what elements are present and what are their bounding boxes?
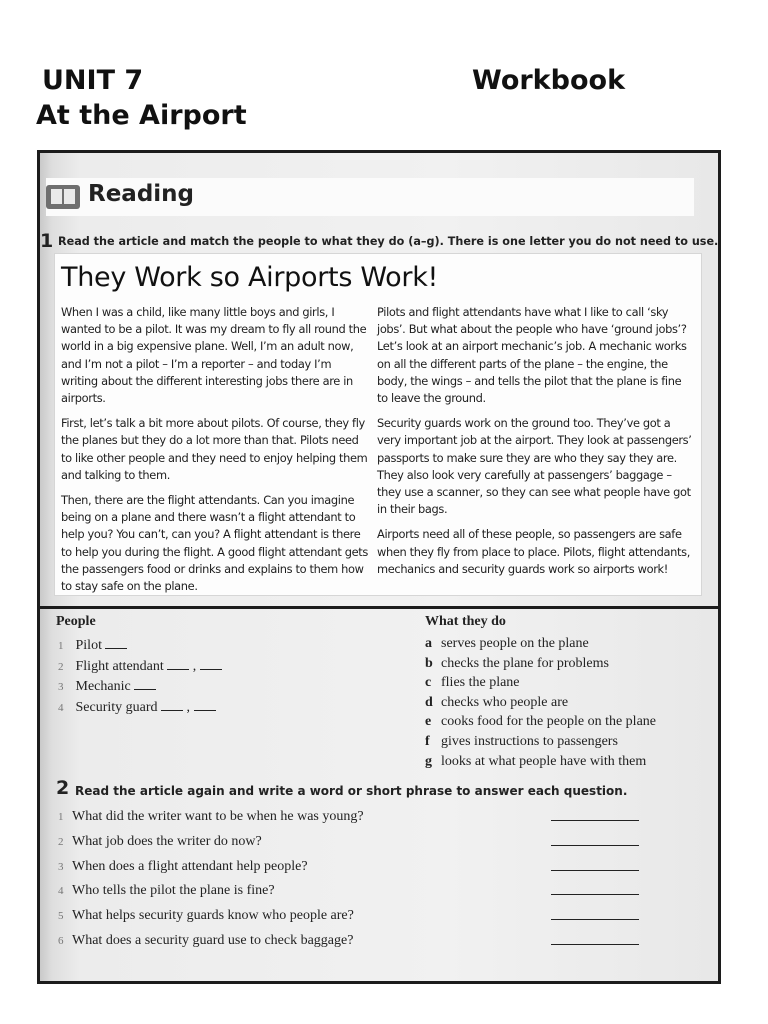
people-item — [58, 636, 222, 657]
person-label: Pilot — [75, 638, 102, 653]
article-paragraph: Security guards work on the ground too. They’ve got a very important job at the airport. They look at passengers’ passports to make sure they are who they say they are. They also look very carefully at passengers’ baggage – they use a scanner, so they can see what people have got in their bags. — [377, 416, 692, 517]
question-number: 1 — [58, 811, 64, 823]
question-number: 3 — [58, 860, 64, 873]
option-item — [425, 712, 656, 732]
answer-line[interactable] — [551, 944, 639, 945]
article-paragraph: When I was a child, like many little boys and girls, I wanted to be a pilot. It was my dream to fly all round the world in a big expensive plane. Well, I’m an adult now, and I’m not a pilot – I’m a reporter – and today I’m writing about the different interesting jobs there are in airports. — [61, 305, 367, 406]
task-1-instruction: Read the article and match the people to what they do (a–g). There is one letter you do not need to use. — [58, 235, 719, 248]
people-heading: People — [56, 614, 96, 629]
article-column-left — [61, 304, 369, 603]
option-item — [425, 693, 656, 713]
item-number: 1 — [58, 640, 64, 652]
task-2-number: 2 — [56, 777, 70, 799]
question-item — [58, 904, 658, 929]
answer-line[interactable] — [551, 894, 639, 895]
option-text: cooks food for the people on the plane — [441, 714, 656, 730]
person-label: Flight attendant — [75, 658, 164, 674]
question-list — [58, 805, 658, 954]
section-title: Reading — [88, 181, 195, 207]
answer-blank[interactable] — [105, 637, 127, 649]
question-item — [58, 929, 658, 954]
option-text: serves people on the plane — [441, 636, 589, 651]
question-text: When does a flight attendant help people? — [72, 858, 308, 874]
answer-blank[interactable] — [200, 658, 222, 670]
people-item — [58, 677, 222, 698]
workbook-label: Workbook — [472, 65, 626, 96]
question-text: Who tells the pilot the plane is fine? — [72, 883, 275, 899]
people-list — [58, 636, 222, 718]
answer-line[interactable] — [551, 919, 639, 920]
answer-blank[interactable] — [194, 699, 216, 711]
article-title: They Work so Airports Work! — [61, 262, 439, 293]
question-item — [58, 805, 658, 830]
option-letter: g — [425, 753, 432, 769]
item-number: 3 — [58, 681, 64, 693]
people-item: 2 Flight attendant , — [58, 657, 222, 678]
question-number: 2 — [58, 835, 64, 848]
option-item — [425, 634, 656, 654]
option-item — [425, 752, 656, 772]
question-text: What does a security guard use to check baggage? — [72, 932, 354, 948]
book-icon — [46, 185, 80, 209]
question-text: What job does the writer do now? — [72, 833, 262, 849]
answer-line[interactable] — [551, 845, 639, 846]
answer-line[interactable] — [551, 820, 639, 821]
answer-blank[interactable] — [161, 699, 183, 711]
option-letter: e — [425, 714, 432, 730]
person-label: Mechanic — [75, 679, 131, 694]
item-number: 4 — [58, 701, 64, 714]
question-text: What did the writer want to be when he was young? — [72, 809, 364, 824]
task-2-instruction: Read the article again and write a word or short phrase to answer each question. — [75, 784, 628, 798]
item-number: 2 — [58, 660, 64, 673]
worksheet-frame — [37, 150, 721, 984]
option-item — [425, 654, 656, 674]
answer-blank[interactable] — [134, 678, 156, 690]
question-item — [58, 830, 658, 855]
person-label: Security guard — [75, 699, 158, 715]
option-item — [425, 732, 656, 752]
article-paragraph: Pilots and flight attendants have what I like to call ‘sky jobs’. But what about the people who have ‘ground jobs’? Let’s look at an airport mechanic’s job. A mechanic works on all the different parts of the plane – the engine, the body, the wings – and tells the pilot that the plane is fine to leave the ground. — [377, 305, 687, 406]
option-letter: a — [425, 636, 432, 651]
page-header — [36, 64, 247, 134]
article-column-right — [377, 304, 695, 586]
question-number: 6 — [58, 934, 64, 947]
option-letter: f — [425, 733, 430, 749]
question-number: 4 — [58, 885, 64, 898]
answer-line[interactable] — [551, 870, 639, 871]
article-card — [55, 254, 701, 595]
what-they-do-heading: What they do — [425, 614, 506, 629]
people-item: 4 Security guard , — [58, 698, 222, 719]
unit-label: UNIT 7 — [42, 65, 144, 96]
option-letter: b — [425, 655, 433, 671]
task-1-number: 1 — [40, 230, 54, 252]
option-letter: d — [425, 694, 433, 710]
answer-blank[interactable] — [167, 658, 189, 670]
article-paragraph: First, let’s talk a bit more about pilots. Of course, they fly the planes but they do a lot more than that. Pilots need to like other people and they need to enjoy helping them and talking to them. — [61, 416, 368, 482]
question-item — [58, 879, 658, 904]
article-paragraph: Then, there are the flight attendants. Can you imagine being on a plane and there wasn’t a flight attendant to help you? You can’t, can you? A flight attendant is there to help you during the flight. A good flight attendant gets the passengers food or drinks and explains to them how to stay safe on the plane. — [61, 493, 368, 594]
option-text: checks the plane for problems — [441, 655, 609, 671]
option-text: flies the plane — [441, 675, 520, 691]
option-text: gives instructions to passengers — [441, 733, 618, 749]
option-text: looks at what people have with them — [441, 753, 647, 769]
question-item — [58, 855, 658, 880]
option-text: checks who people are — [441, 694, 569, 710]
options-list — [425, 634, 656, 771]
reading-section — [40, 153, 718, 609]
article-paragraph: Airports need all of these people, so passengers are safe when they fly from place to place. Pilots, flight attendants, mechanics and security guards work so airports work! — [377, 527, 690, 576]
option-item — [425, 673, 656, 693]
option-letter: c — [425, 675, 432, 691]
question-number: 5 — [58, 910, 64, 923]
question-text: What helps security guards know who people are? — [72, 908, 354, 924]
unit-title: At the Airport — [36, 100, 247, 131]
